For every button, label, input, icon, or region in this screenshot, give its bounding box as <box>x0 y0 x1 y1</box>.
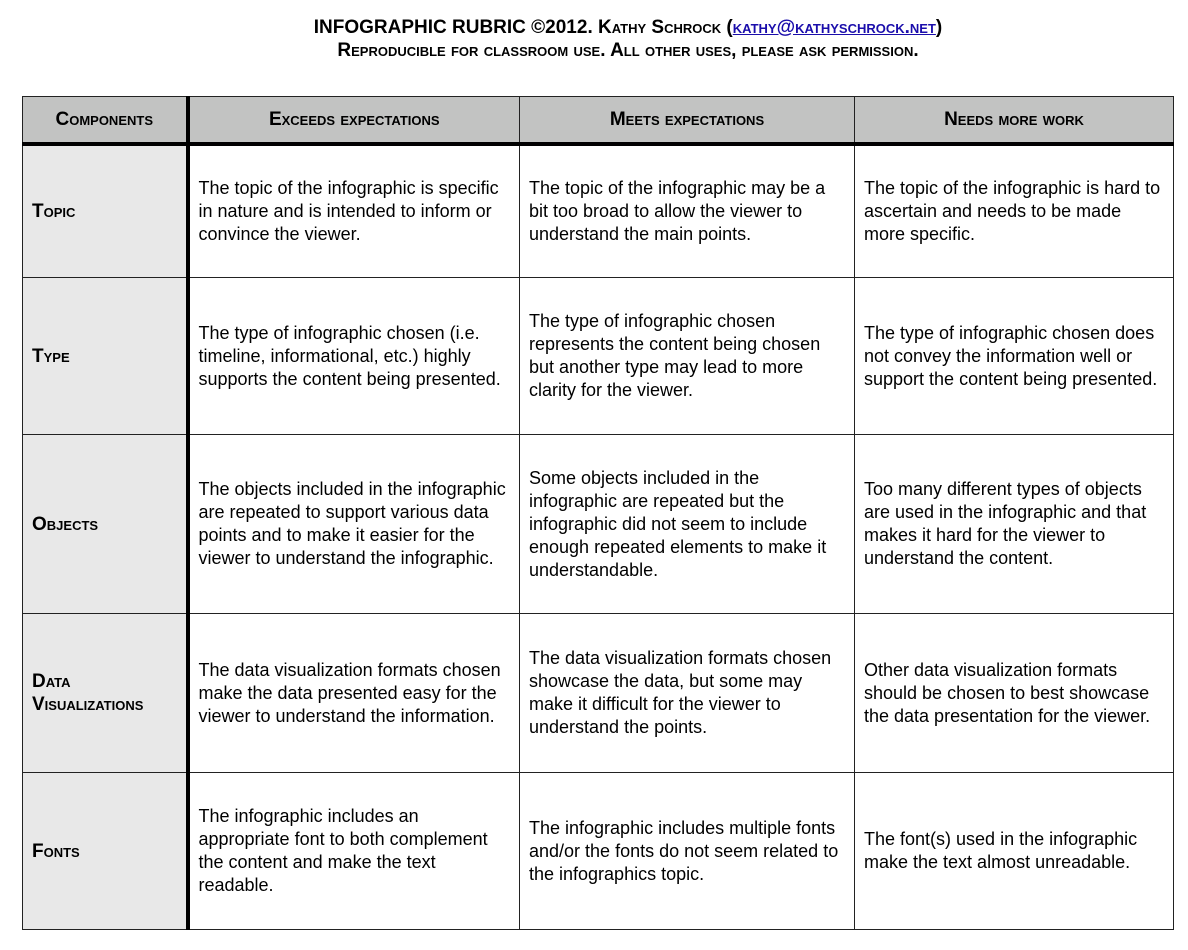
component-label: Topic <box>23 144 188 278</box>
header-row <box>23 97 1174 145</box>
cell-exceeds: The data visualization formats chosen make the data presented easy for the viewer to understand the information. <box>188 614 520 773</box>
document-title <box>60 16 1188 62</box>
title-line-1: INFOGRAPHIC RUBRIC ©2012. Kathy Schrock (kathy@kathyschrock.net) <box>313 17 943 38</box>
table-row <box>23 278 1174 435</box>
cell-needs-work: The topic of the infographic is hard to ascertain and needs to be made more specific. <box>855 144 1174 278</box>
cell-needs-work: The font(s) used in the infographic make the text almost unreadable. <box>855 773 1174 930</box>
cell-meets: The type of infographic chosen represents the content being chosen but another type may lead to more clarity for the viewer. <box>520 278 855 435</box>
component-label: Data Visualizations <box>23 614 188 773</box>
cell-meets: Some objects included in the infographic are repeated but the infographic did not seem to include enough repeated elements to make it understandable. <box>520 435 855 614</box>
cell-needs-work: Other data visualization formats should be chosen to best showcase the data presentation for the viewer. <box>855 614 1174 773</box>
cell-meets: The infographic includes multiple fonts and/or the fonts do not seem related to the infographics topic. <box>520 773 855 930</box>
cell-meets: The topic of the infographic may be a bit too broad to allow the viewer to understand the main points. <box>520 144 855 278</box>
cell-meets: The data visualization formats chosen showcase the data, but some may make it difficult for the viewer to understand the points. <box>520 614 855 773</box>
table-row <box>23 614 1174 773</box>
cell-needs-work: The type of infographic chosen does not convey the information well or support the content being presented. <box>855 278 1174 435</box>
cell-exceeds: The type of infographic chosen (i.e. timeline, informational, etc.) highly supports the content being presented. <box>188 278 520 435</box>
header-components: Components <box>23 97 188 145</box>
table-row <box>23 144 1174 278</box>
cell-exceeds: The objects included in the infographic are repeated to support various data points and to make it easier for the viewer to understand the infographic. <box>188 435 520 614</box>
component-label: Type <box>23 278 188 435</box>
rubric-table <box>22 96 1174 930</box>
table-row <box>23 435 1174 614</box>
cell-exceeds: The infographic includes an appropriate font to both complement the content and make the text readable. <box>188 773 520 930</box>
header-exceeds: Exceeds expectations <box>188 97 520 145</box>
component-label: Objects <box>23 435 188 614</box>
cell-exceeds: The topic of the infographic is specific in nature and is intended to inform or convince the viewer. <box>188 144 520 278</box>
cell-needs-work: Too many different types of objects are used in the infographic and that makes it hard for the viewer to understand the content. <box>855 435 1174 614</box>
component-label: Fonts <box>23 773 188 930</box>
header-needs-work: Needs more work <box>855 97 1174 145</box>
table-row <box>23 773 1174 930</box>
title-line-2: Reproducible for classroom use. All other uses, please ask permission. <box>337 40 919 61</box>
header-meets: Meets expectations <box>520 97 855 145</box>
email-link[interactable]: kathy@kathyschrock.net <box>732 17 936 38</box>
